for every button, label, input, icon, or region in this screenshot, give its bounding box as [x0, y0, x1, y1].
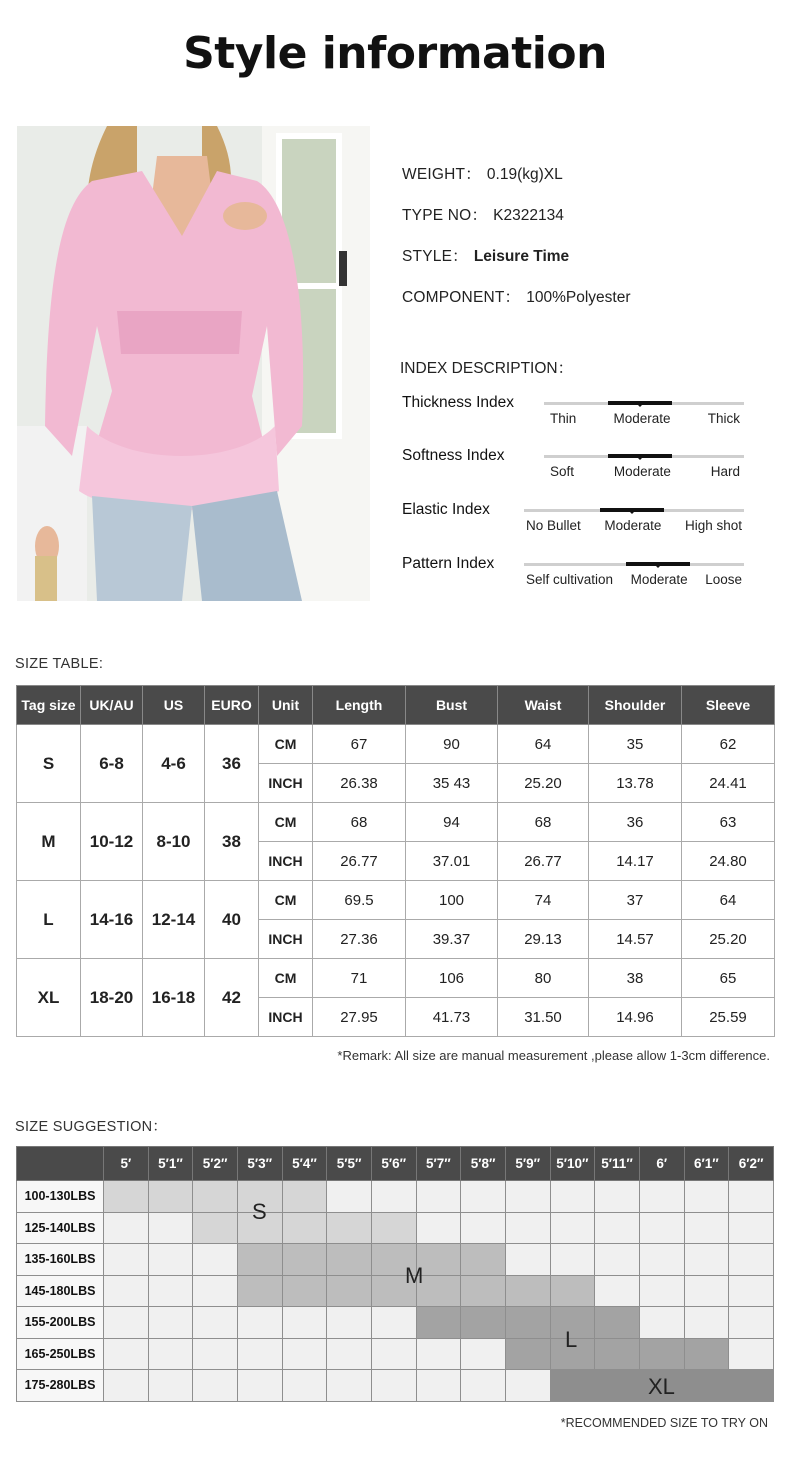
- header-cell: Waist: [498, 686, 589, 725]
- grid-cell: [148, 1338, 193, 1370]
- value-cell: 27.95: [313, 998, 406, 1037]
- header-cell: Unit: [259, 686, 313, 725]
- unit-cell: INCH: [259, 920, 313, 959]
- size-table: [16, 685, 775, 1037]
- size-zone-xl: XL: [648, 1374, 675, 1399]
- spec-component: [402, 285, 631, 326]
- unit-cell: CM: [259, 725, 313, 764]
- header-cell: EURO: [205, 686, 259, 725]
- index-name: Softness Index: [402, 447, 505, 464]
- grid-cell: [416, 1212, 461, 1244]
- grid-cell: [282, 1212, 327, 1244]
- value-cell: 64: [498, 725, 589, 764]
- unit-cell: CM: [259, 803, 313, 842]
- grid-cell: [595, 1244, 640, 1276]
- index-name: Pattern Index: [402, 555, 495, 572]
- index-scale: [544, 455, 744, 458]
- height-header: 5′6″: [371, 1147, 416, 1181]
- grid-cell: [282, 1338, 327, 1370]
- unit-cell: INCH: [259, 998, 313, 1037]
- value-cell: 74: [498, 881, 589, 920]
- size-suggestion-table: [16, 1146, 774, 1402]
- grid-cell: [729, 1307, 774, 1339]
- header-cell: Sleeve: [682, 686, 775, 725]
- height-header: 6′2″: [729, 1147, 774, 1181]
- grid-cell: [237, 1307, 282, 1339]
- suggestion-row: [17, 1307, 774, 1339]
- uk-size-cell: 18-20: [81, 959, 143, 1037]
- grid-cell: [148, 1370, 193, 1402]
- spec-list: [402, 162, 631, 326]
- index-option: Self cultivation: [526, 572, 614, 587]
- grid-cell: [461, 1338, 506, 1370]
- grid-cell: [729, 1212, 774, 1244]
- value-cell: 64: [682, 881, 775, 920]
- weight-label: 135-160LBS: [17, 1244, 104, 1276]
- index-option: Moderate: [613, 464, 671, 479]
- uk-size-cell: 14-16: [81, 881, 143, 959]
- recommended-note: *RECOMMENDED SIZE TO TRY ON: [560, 1416, 768, 1430]
- grid-cell: [461, 1370, 506, 1402]
- corner-cell: [17, 1147, 104, 1181]
- index-options: [550, 411, 740, 426]
- grid-cell: [729, 1181, 774, 1213]
- value-cell: 37: [589, 881, 682, 920]
- spec-type-no-label: TYPE NO：: [402, 207, 488, 224]
- value-cell: 38: [589, 959, 682, 998]
- grid-cell: [639, 1212, 684, 1244]
- grid-cell: [595, 1307, 640, 1339]
- grid-cell: [327, 1212, 372, 1244]
- table-row: [17, 803, 775, 842]
- index-option: Loose: [705, 572, 742, 587]
- value-cell: 71: [313, 959, 406, 998]
- weight-label: 175-280LBS: [17, 1370, 104, 1402]
- index-option: Moderate: [630, 572, 688, 587]
- euro-size-cell: 38: [205, 803, 259, 881]
- height-header: 5′: [104, 1147, 149, 1181]
- index-scale: [524, 563, 744, 566]
- height-header: 5′2″: [193, 1147, 238, 1181]
- pattern-index: [402, 555, 752, 599]
- grid-cell: [639, 1181, 684, 1213]
- spec-style-label: STYLE：: [402, 248, 468, 265]
- spec-style-value: Leisure Time: [473, 248, 570, 265]
- index-selected-marker: [608, 454, 672, 458]
- unit-cell: INCH: [259, 764, 313, 803]
- grid-cell: [193, 1212, 238, 1244]
- grid-cell: [550, 1370, 595, 1402]
- grid-cell: [282, 1307, 327, 1339]
- header-cell: Shoulder: [589, 686, 682, 725]
- grid-cell: [104, 1370, 149, 1402]
- value-cell: 90: [406, 725, 498, 764]
- index-option: Thick: [707, 411, 740, 426]
- height-header: 5′1″: [148, 1147, 193, 1181]
- height-header: 5′5″: [327, 1147, 372, 1181]
- euro-size-cell: 42: [205, 959, 259, 1037]
- value-cell: 63: [682, 803, 775, 842]
- grid-cell: [282, 1244, 327, 1276]
- grid-cell: [193, 1370, 238, 1402]
- grid-cell: [505, 1307, 550, 1339]
- height-header: 5′9″: [505, 1147, 550, 1181]
- spec-type-no-value: K2322134: [493, 207, 564, 224]
- thickness-index: [402, 394, 752, 438]
- header-cell: US: [143, 686, 205, 725]
- value-cell: 69.5: [313, 881, 406, 920]
- grid-cell: [505, 1181, 550, 1213]
- suggestion-row: [17, 1338, 774, 1370]
- grid-cell: [505, 1212, 550, 1244]
- height-header: 5′11″: [595, 1147, 640, 1181]
- grid-cell: [639, 1275, 684, 1307]
- height-header: 5′10″: [550, 1147, 595, 1181]
- value-cell: 26.77: [313, 842, 406, 881]
- value-cell: 35: [589, 725, 682, 764]
- value-cell: 68: [498, 803, 589, 842]
- spec-component-label: COMPONENT：: [402, 289, 521, 306]
- grid-cell: [237, 1338, 282, 1370]
- value-cell: 14.96: [589, 998, 682, 1037]
- size-zone-m: M: [405, 1263, 424, 1288]
- grid-cell: [193, 1181, 238, 1213]
- grid-cell: [371, 1212, 416, 1244]
- grid-cell: [550, 1244, 595, 1276]
- height-header: 6′: [639, 1147, 684, 1181]
- suggestion-header: [17, 1147, 774, 1181]
- euro-size-cell: 36: [205, 725, 259, 803]
- grid-cell: [148, 1244, 193, 1276]
- grid-cell: [595, 1338, 640, 1370]
- grid-cell: [148, 1181, 193, 1213]
- grid-cell: [327, 1244, 372, 1276]
- header-cell: UK/AU: [81, 686, 143, 725]
- grid-cell: [104, 1338, 149, 1370]
- spec-weight-value: 0.19(kg)XL: [486, 166, 563, 183]
- spec-weight: [402, 162, 631, 203]
- grid-cell: [684, 1338, 729, 1370]
- us-size-cell: 8-10: [143, 803, 205, 881]
- grid-cell: [639, 1307, 684, 1339]
- height-header: 5′7″: [416, 1147, 461, 1181]
- grid-cell: [327, 1307, 372, 1339]
- grid-cell: [684, 1212, 729, 1244]
- grid-cell: [595, 1275, 640, 1307]
- value-cell: 100: [406, 881, 498, 920]
- value-cell: 41.73: [406, 998, 498, 1037]
- elastic-index: [402, 501, 752, 545]
- grid-cell: [327, 1338, 372, 1370]
- page-title: Style information: [183, 28, 607, 79]
- tag-size-cell: M: [17, 803, 81, 881]
- grid-cell: [148, 1307, 193, 1339]
- index-options: [526, 572, 742, 587]
- grid-cell: [104, 1307, 149, 1339]
- index-scale: [524, 509, 744, 512]
- value-cell: 36: [589, 803, 682, 842]
- grid-cell: [416, 1370, 461, 1402]
- height-header: 5′4″: [282, 1147, 327, 1181]
- spec-style: [402, 244, 631, 285]
- grid-cell: [505, 1370, 550, 1402]
- index-option: Moderate: [604, 518, 662, 533]
- grid-cell: [237, 1275, 282, 1307]
- header-cell: Length: [313, 686, 406, 725]
- size-table-header: [17, 686, 775, 725]
- grid-cell: [684, 1370, 729, 1402]
- value-cell: 35 43: [406, 764, 498, 803]
- grid-cell: [729, 1244, 774, 1276]
- size-table-label: SIZE TABLE:: [15, 656, 104, 672]
- index-scale: [544, 402, 744, 405]
- value-cell: 37.01: [406, 842, 498, 881]
- grid-cell: [550, 1275, 595, 1307]
- grid-cell: [684, 1244, 729, 1276]
- grid-cell: [550, 1181, 595, 1213]
- grid-cell: [282, 1275, 327, 1307]
- weight-label: 165-250LBS: [17, 1338, 104, 1370]
- height-header: 5′3″: [237, 1147, 282, 1181]
- unit-cell: CM: [259, 881, 313, 920]
- spec-type-no: [402, 203, 631, 244]
- size-zone-s: S: [252, 1199, 267, 1224]
- grid-cell: [148, 1275, 193, 1307]
- grid-cell: [505, 1275, 550, 1307]
- grid-cell: [193, 1244, 238, 1276]
- grid-cell: [416, 1338, 461, 1370]
- weight-label: 125-140LBS: [17, 1212, 104, 1244]
- value-cell: 25.20: [498, 764, 589, 803]
- grid-cell: [371, 1181, 416, 1213]
- grid-cell: [416, 1307, 461, 1339]
- unit-cell: CM: [259, 959, 313, 998]
- index-selected-marker: [608, 401, 672, 405]
- grid-cell: [461, 1244, 506, 1276]
- value-cell: 26.77: [498, 842, 589, 881]
- grid-cell: [104, 1275, 149, 1307]
- index-selected-marker: [600, 508, 664, 512]
- grid-cell: [148, 1212, 193, 1244]
- euro-size-cell: 40: [205, 881, 259, 959]
- value-cell: 65: [682, 959, 775, 998]
- index-selected-marker: [626, 562, 690, 566]
- table-row: [17, 725, 775, 764]
- spec-weight-label: WEIGHT：: [402, 166, 481, 183]
- grid-cell: [237, 1370, 282, 1402]
- value-cell: 62: [682, 725, 775, 764]
- index-option: Moderate: [613, 411, 671, 426]
- index-description-heading: INDEX DESCRIPTION：: [400, 360, 574, 377]
- index-name: Thickness Index: [402, 394, 514, 411]
- grid-cell: [193, 1338, 238, 1370]
- grid-cell: [505, 1338, 550, 1370]
- grid-cell: [104, 1181, 149, 1213]
- grid-cell: [550, 1212, 595, 1244]
- value-cell: 26.38: [313, 764, 406, 803]
- grid-cell: [327, 1275, 372, 1307]
- suggestion-row: [17, 1275, 774, 1307]
- grid-cell: [282, 1370, 327, 1402]
- index-option: High shot: [684, 518, 742, 533]
- header-cell: Tag size: [17, 686, 81, 725]
- weight-label: 145-180LBS: [17, 1275, 104, 1307]
- size-suggestion-label: SIZE SUGGESTION：: [15, 1119, 168, 1135]
- grid-cell: [684, 1275, 729, 1307]
- height-header: 5′8″: [461, 1147, 506, 1181]
- grid-cell: [461, 1212, 506, 1244]
- grid-cell: [461, 1181, 506, 1213]
- weight-label: 100-130LBS: [17, 1181, 104, 1213]
- grid-cell: [327, 1370, 372, 1402]
- grid-cell: [371, 1338, 416, 1370]
- grid-cell: [684, 1307, 729, 1339]
- us-size-cell: 16-18: [143, 959, 205, 1037]
- grid-cell: [461, 1275, 506, 1307]
- weight-label: 155-200LBS: [17, 1307, 104, 1339]
- grid-cell: [639, 1244, 684, 1276]
- us-size-cell: 4-6: [143, 725, 205, 803]
- spec-component-value: 100%Polyester: [526, 289, 631, 306]
- index-options: [526, 518, 742, 533]
- value-cell: 14.57: [589, 920, 682, 959]
- us-size-cell: 12-14: [143, 881, 205, 959]
- grid-cell: [729, 1370, 774, 1402]
- value-cell: 80: [498, 959, 589, 998]
- index-option: Soft: [550, 464, 575, 479]
- index-option: No Bullet: [526, 518, 581, 533]
- value-cell: 39.37: [406, 920, 498, 959]
- grid-cell: [595, 1370, 640, 1402]
- index-option: Thin: [550, 411, 577, 426]
- unit-cell: INCH: [259, 842, 313, 881]
- product-photo: [17, 126, 370, 601]
- table-row: [17, 959, 775, 998]
- value-cell: 25.20: [682, 920, 775, 959]
- grid-cell: [729, 1275, 774, 1307]
- suggestion-row: [17, 1244, 774, 1276]
- tag-size-cell: L: [17, 881, 81, 959]
- tag-size-cell: S: [17, 725, 81, 803]
- value-cell: 68: [313, 803, 406, 842]
- grid-cell: [416, 1181, 461, 1213]
- value-cell: 25.59: [682, 998, 775, 1037]
- grid-cell: [237, 1244, 282, 1276]
- remark-note: *Remark: All size are manual measurement ,please allow 1-3cm difference.: [337, 1048, 770, 1063]
- grid-cell: [729, 1338, 774, 1370]
- grid-cell: [461, 1307, 506, 1339]
- uk-size-cell: 6-8: [81, 725, 143, 803]
- grid-cell: [595, 1212, 640, 1244]
- grid-cell: [193, 1307, 238, 1339]
- grid-cell: [639, 1338, 684, 1370]
- grid-cell: [282, 1181, 327, 1213]
- grid-cell: [505, 1244, 550, 1276]
- suggestion-row: [17, 1181, 774, 1213]
- grid-cell: [684, 1181, 729, 1213]
- value-cell: 24.80: [682, 842, 775, 881]
- value-cell: 24.41: [682, 764, 775, 803]
- value-cell: 13.78: [589, 764, 682, 803]
- grid-cell: [371, 1307, 416, 1339]
- grid-cell: [595, 1181, 640, 1213]
- value-cell: 29.13: [498, 920, 589, 959]
- value-cell: 31.50: [498, 998, 589, 1037]
- value-cell: 94: [406, 803, 498, 842]
- header-cell: Bust: [406, 686, 498, 725]
- size-zone-l: L: [565, 1327, 578, 1352]
- uk-size-cell: 10-12: [81, 803, 143, 881]
- value-cell: 106: [406, 959, 498, 998]
- grid-cell: [104, 1244, 149, 1276]
- value-cell: 67: [313, 725, 406, 764]
- grid-cell: [104, 1212, 149, 1244]
- height-header: 6′1″: [684, 1147, 729, 1181]
- table-row: [17, 881, 775, 920]
- grid-cell: [371, 1370, 416, 1402]
- index-options: [550, 464, 740, 479]
- suggestion-row: [17, 1212, 774, 1244]
- grid-cell: [193, 1275, 238, 1307]
- tag-size-cell: XL: [17, 959, 81, 1037]
- grid-cell: [327, 1181, 372, 1213]
- index-option: Hard: [710, 464, 740, 479]
- index-name: Elastic Index: [402, 501, 490, 518]
- value-cell: 14.17: [589, 842, 682, 881]
- softness-index: [402, 447, 752, 491]
- value-cell: 27.36: [313, 920, 406, 959]
